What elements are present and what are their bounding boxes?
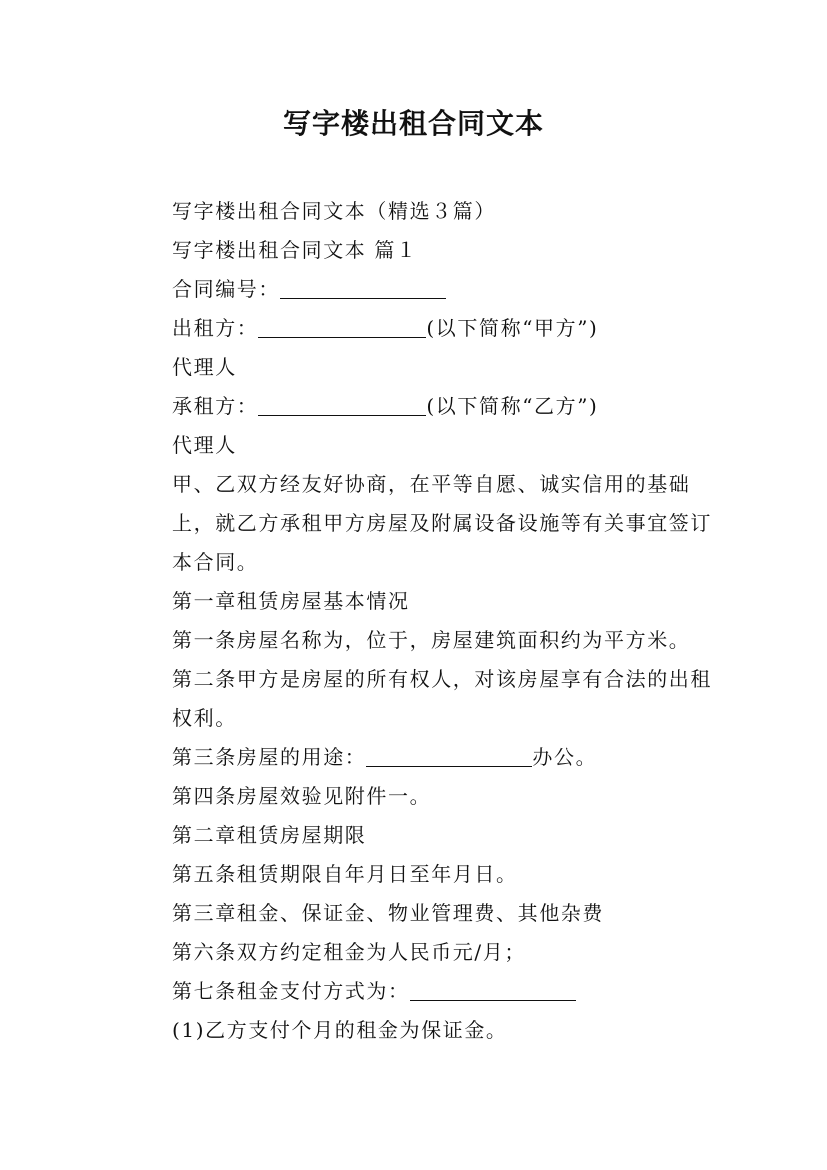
lessee-suffix: (以下简称“乙方”) <box>426 394 599 418</box>
article-2: 第二条甲方是房屋的所有权人，对该房屋享有合法的出租权利。 <box>172 667 712 730</box>
lessee-line <box>125 387 715 426</box>
document-title: 写字楼出租合同文本 <box>282 107 544 140</box>
article-3-prefix: 第三条房屋的用途： <box>172 745 367 769</box>
subtitle: 写字楼出租合同文本（精选３篇） <box>172 199 496 223</box>
article-4: 第四条房屋效验见附件一。 <box>172 784 432 808</box>
contract-number-blank <box>280 276 446 299</box>
lessor-agent-label: 代理人 <box>172 355 237 379</box>
intro-paragraph: 甲、乙双方经友好协商，在平等自愿、诚实信用的基础上，就乙方承租甲方房屋及附属设备设施等有关事宜签订本合同。 <box>172 472 712 574</box>
document-body <box>125 192 715 1050</box>
article-3-line <box>125 738 715 777</box>
chapter-3-heading: 第三章租金、保证金、物业管理费、其他杂费 <box>172 901 604 925</box>
lessor-label: 出租方： <box>172 316 259 340</box>
article-1: 第一条房屋名称为，位于，房屋建筑面积约为平方米。 <box>172 628 691 652</box>
lessor-suffix: (以下简称“甲方”) <box>426 316 599 340</box>
article-6: 第六条双方约定租金为人民币元/月； <box>172 940 526 964</box>
lessee-label: 承租方： <box>172 394 259 418</box>
article-7-line <box>125 972 715 1011</box>
lessee-blank <box>258 393 426 416</box>
article-7-prefix: 第七条租金支付方式为： <box>172 979 410 1003</box>
article-3-suffix: 办公。 <box>532 745 598 769</box>
article-7-blank <box>410 978 576 1001</box>
lessor-blank <box>258 315 426 338</box>
section-heading: 写字楼出租合同文本 篇１ <box>172 238 418 262</box>
article-3-blank <box>366 744 532 767</box>
chapter-2-heading: 第二章租赁房屋期限 <box>172 823 367 847</box>
article-5: 第五条租赁期限自年月日至年月日。 <box>172 862 518 886</box>
item-1: (1)乙方支付个月的租金为保证金。 <box>172 1018 508 1042</box>
lessor-line <box>125 309 715 348</box>
chapter-1-heading: 第一章租赁房屋基本情况 <box>172 589 410 613</box>
contract-number-label: 合同编号： <box>172 277 280 301</box>
contract-number-line <box>125 270 715 309</box>
lessee-agent-label: 代理人 <box>172 433 237 457</box>
